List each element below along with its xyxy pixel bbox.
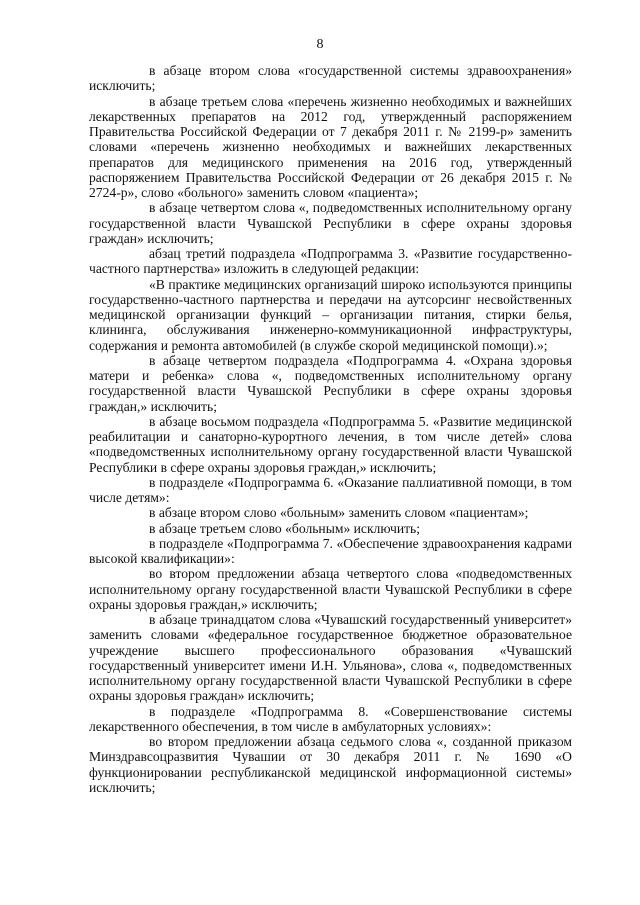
paragraph-4: абзац третий подраздела «Подпрограмма 3. «Развитие государственно-частного партнерства» изложить в следующей редакции: [89, 246, 572, 277]
paragraph-9: в абзаце втором слово «больным» заменить словом «пациентам»; [149, 505, 529, 521]
paragraph-15: во втором предложении абзаца седьмого слова «, созданной приказом Минздравсоцразвития Чувашии от 30 декабря 2011 г. № 1690 «О функционировании республиканской медицинской информационной системы» исключить; [89, 734, 572, 795]
paragraph-7: в абзаце восьмом подраздела «Подпрограмма 5. «Развитие медицинской реабилитации и санаторно-курортного лечения, в том числе детей» слова «подведомственных исполнительному органу государственной власти Чувашской Республики в сфере охраны здоровья граждан,» исключить; [89, 413, 572, 475]
paragraph-1: в абзаце втором слова «государственной системы здравоохранения» исключить; [89, 63, 572, 94]
paragraph-8: в подразделе «Подпрограмма 6. «Оказание паллиативной помощи, в том числе детям»: [89, 474, 572, 505]
paragraph-3: в абзаце четвертом слова «, подведомственных исполнительному органу государственной власти Чувашской Республики в сфере охраны здоровья граждан» исключить; [89, 200, 572, 246]
page-number: 8 [316, 37, 324, 52]
paragraph-13: в абзаце тринадцатом слова «Чувашский государственный университет» заменить словами «федеральное государственное бюджетное образовательное учреждение высшего профессионального образования «Чувашский государственный университет имени И.Н. Ульянова», слова «, подведомственных исполнительному органу государственной власти Чувашской Республики в сфере охраны здоровья граждан» исключить; [89, 612, 572, 704]
paragraph-5: «В практике медицинских организаций широко используются принципы государственно-частного партнерства и передачи на аутсорсинг несвойственных медицинской организации функций – организации питания, стирки белья, клининга, обслуживания инженерно-коммуникационной инфраструктуры, содержания и ремонта автомобилей (в службе скорой медицинской помощи).»; [89, 276, 572, 353]
paragraph-12: во втором предложении абзаца четвертого слова «подведомственных исполнительному органу государственной власти Чувашской Республики в сфере охраны здоровья граждан,» исключить; [89, 566, 572, 612]
document-body [89, 63, 572, 795]
paragraph-6: в абзаце четвертом подраздела «Подпрограмма 4. «Охрана здоровья матери и ребенка» слова «, подведомственных исполнительному органу государственной власти Чувашской Республики в сфере охраны здоровья граждан,» исключить; [89, 352, 572, 414]
paragraph-10: в абзаце третьем слово «больным» исключить; [149, 520, 421, 536]
paragraph-2: в абзаце третьем слова «перечень жизненно необходимых и важнейших лекарственных препаратов на 2012 год, утвержденный распоряжением Правительства Российской Федерации от 7 декабря 2011 г. № 2199-р» заменить словами «перечень жизненно необходимых и важнейших лекарственных препаратов для медицинского применения на 2016 год, утвержденный распоряжением Правительства Российской Федерации от 26 декабря 2015 г. № 2724-р», слово «больного» заменить словом «пациента»; [89, 93, 572, 200]
paragraph-14: в подразделе «Подпрограмма 8. «Совершенствование системы лекарственного обеспечения, в том числе в амбулаторных условиях»: [89, 703, 572, 734]
paragraph-11: в подразделе «Подпрограмма 7. «Обеспечение здравоохранения кадрами высокой квалификации»: [89, 535, 572, 566]
